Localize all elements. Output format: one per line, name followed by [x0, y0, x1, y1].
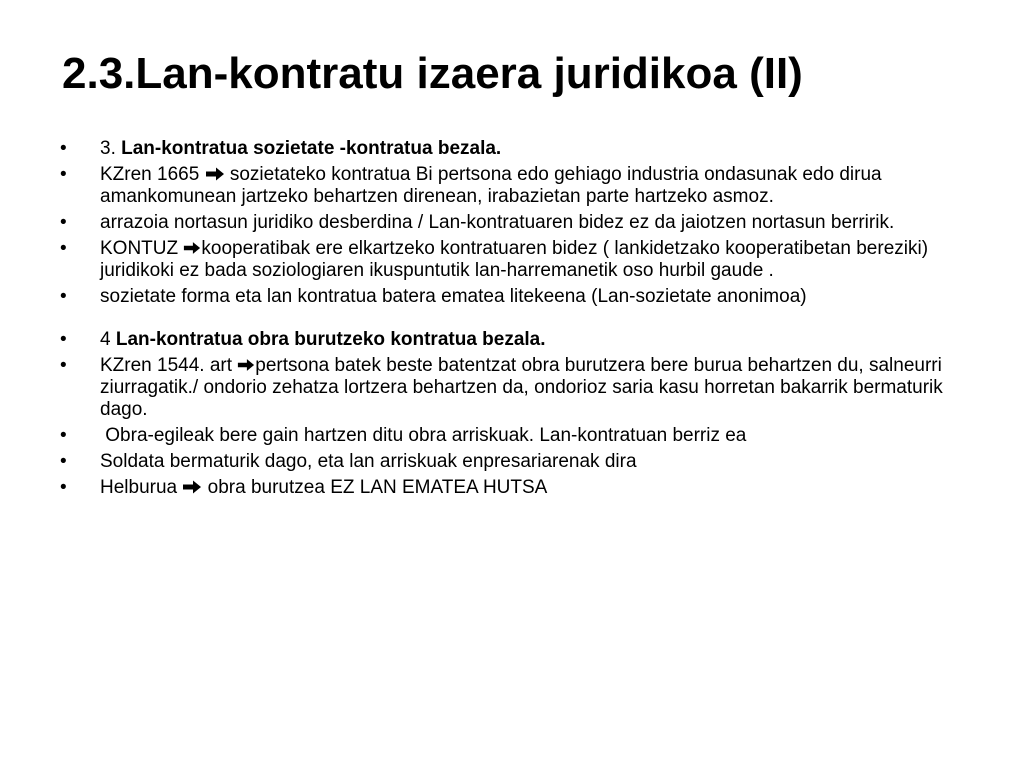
list-item — [60, 425, 990, 447]
right-arrow-icon — [183, 240, 201, 256]
item-text-before: KZren 1544. art — [100, 355, 238, 376]
item-prefix: 4 — [100, 329, 116, 350]
bullet-text — [100, 138, 990, 160]
item-text-after: obra burutzea EZ LAN EMATEA HUTSA — [202, 477, 548, 498]
item-text-after: sozietateko kontratua Bi pertsona edo gehiago industria ondasunak edo dirua amankomunean jartzeko behartzen direnean, irabazietan parte hartzeko asmoz. — [100, 164, 882, 207]
bullet-dot: • — [60, 238, 67, 259]
item-text-before: KONTUZ — [100, 238, 184, 259]
list-item — [60, 212, 990, 234]
bullet-text — [100, 477, 990, 499]
bullet-dot: • — [60, 286, 67, 307]
item-heading: Lan-kontratua obra burutzeko kontratua bezala. — [115, 329, 546, 350]
bullet-text — [100, 164, 990, 208]
right-arrow-icon — [205, 166, 225, 182]
item-text-before: KZren 1665 — [100, 164, 205, 185]
list-item — [60, 286, 990, 308]
item-heading: Lan-kontratua sozietate -kontratua bezala. — [121, 138, 502, 159]
bullet-dot: • — [60, 425, 67, 446]
list-item — [60, 138, 990, 160]
bullet-text — [100, 329, 990, 351]
right-arrow-icon — [182, 479, 202, 495]
list-item — [60, 164, 990, 208]
item-text-after: kooperatibak ere elkartzeko kontratuaren bidez ( lankidetzako kooperatibetan bereziki) juridikoki ez bada soziologiaren ikuspuntutik lan-harremanetik oso hurbil gaude . — [100, 238, 929, 281]
bullet-dot: • — [60, 164, 67, 185]
right-arrow-icon — [237, 357, 255, 373]
item-text-before: Helburua — [100, 477, 183, 498]
list-item — [60, 451, 990, 473]
bullet-text: Obra-egileak bere gain hartzen ditu obra arriskuak. Lan-kontratuan berriz ea — [100, 425, 747, 446]
bullet-dot: • — [60, 451, 67, 472]
bullet-dot: • — [60, 138, 67, 159]
bullet-text: Soldata bermaturik dago, eta lan arriskuak enpresariarenak dira — [100, 451, 637, 472]
item-prefix: 3. — [100, 138, 122, 159]
list-item — [60, 329, 990, 351]
list-item — [60, 355, 990, 421]
bullet-dot: • — [60, 477, 67, 498]
bullet-dot: • — [60, 355, 67, 376]
bullet-text: arrazoia nortasun juridiko desberdina / Lan-kontratuaren bidez ez da jaiotzen nortasun berririk. — [100, 212, 895, 233]
list-item — [60, 238, 990, 282]
item-text-after: pertsona batek beste batentzat obra burutzera bere burua behartzen du, salneurri ziurragatik./ ondorio zehatza lortzera behartzen da, ondorioz saria kasu horretan bakarrik bermaturik dago. — [100, 355, 943, 420]
slide-title: 2.3.Lan-kontratu izaera juridikoa (II) — [62, 49, 803, 98]
list-item — [60, 477, 990, 499]
bullet-dot: • — [60, 329, 67, 350]
bullet-text: sozietate forma eta lan kontratua batera ematea litekeena (Lan-sozietate anonimoa) — [100, 286, 807, 307]
bullet-list — [60, 138, 990, 503]
bullet-text — [100, 355, 990, 421]
bullet-dot: • — [60, 212, 67, 233]
bullet-text — [100, 238, 990, 282]
